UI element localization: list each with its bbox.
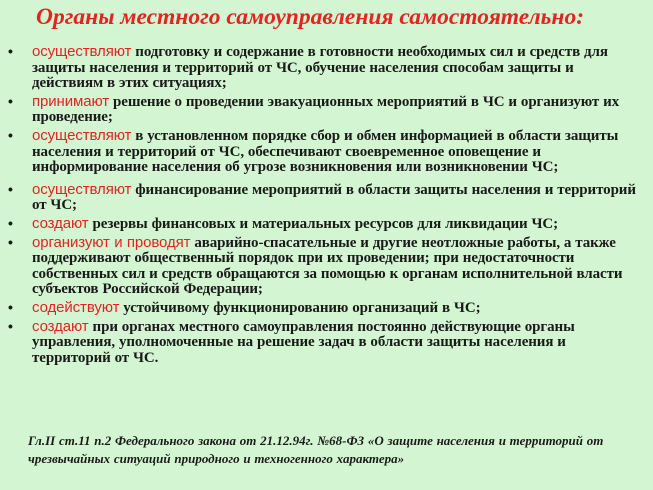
item-text: резервы финансовых и материальных ресурсов для ликвидации ЧС; xyxy=(88,215,559,232)
item-text: финансирование мероприятий в области защиты населения и территорий от ЧС; xyxy=(32,181,636,214)
bullet-icon: • xyxy=(8,214,13,231)
item-verb: осуществляют xyxy=(32,126,132,144)
item-text: решение о проведении эвакуационных мероприятий в ЧС и организуют их проведение; xyxy=(32,93,620,126)
item-verb: создают xyxy=(32,317,89,335)
list-item xyxy=(8,44,644,92)
law-reference: Гл.II ст.11 п.2 Федерального закона от 21.12.94г. №68-ФЗ «О защите населения и территорий от чрезвычайных ситуаций природного и техногенного характера» xyxy=(28,433,604,466)
bullet-icon: • xyxy=(8,180,13,197)
item-verb: принимают xyxy=(32,92,110,110)
item-text: подготовку и содержание в готовности необходимых сил и средств для защиты населения и территорий от ЧС, обучение населения способам защиты и действиям в этих ситуациях; xyxy=(32,44,608,92)
bullet-icon: • xyxy=(8,92,13,109)
list-item xyxy=(8,235,644,298)
slide-title: Органы местного самоуправления самостоятельно: xyxy=(36,4,585,30)
item-verb: организуют и проводят xyxy=(32,233,191,251)
list-item xyxy=(8,300,644,317)
list-item xyxy=(8,128,644,176)
list-item xyxy=(8,94,644,126)
bullet-icon: • xyxy=(8,317,13,334)
item-verb: содействуют xyxy=(32,298,120,316)
item-verb: создают xyxy=(32,214,89,232)
item-text: аварийно-спасательные и другие неотложные работы, а также поддерживают общественный порядок при их проведении; при недостаточности собственных сил и средств обращаются за помощью к органам исполнительной власти субъектов Российской Федерации; xyxy=(32,234,623,298)
item-verb: осуществляют xyxy=(32,180,132,198)
list-item xyxy=(8,182,644,214)
item-text: устойчивому функционированию организаций в ЧС; xyxy=(119,299,481,316)
item-text: при органах местного самоуправления постоянно действующие органы управления, уполномоченные на решение задач в области защиты населения и территорий от ЧС. xyxy=(32,318,575,366)
list-item xyxy=(8,216,644,233)
list-item xyxy=(8,319,644,367)
bullet-icon: • xyxy=(8,43,13,59)
bullet-icon: • xyxy=(8,298,13,315)
duties-list xyxy=(8,44,644,366)
bullet-icon: • xyxy=(8,233,13,250)
bullet-icon: • xyxy=(8,126,13,143)
item-text: в установленном порядке сбор и обмен информацией в области защиты населения и территорий от ЧС, обеспечивают своевременное оповещение и информирование населения об угрозе возникновения или возникновении ЧС; xyxy=(32,127,619,176)
item-verb: осуществляют xyxy=(32,43,132,60)
